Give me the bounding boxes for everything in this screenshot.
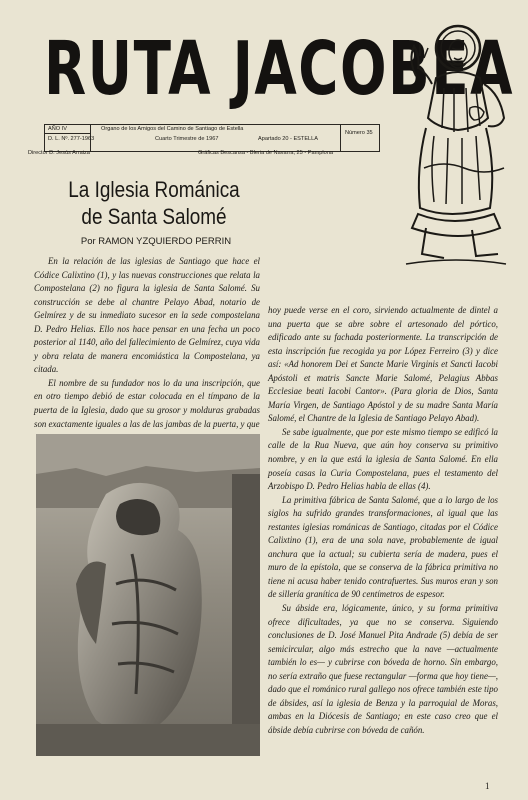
organ-line: Organo de los Amigos del Camino de Santiago de Estella — [101, 126, 244, 132]
article-column-right — [268, 304, 498, 738]
printer-line: Gráficas Bescansa - Bleria de Navarra, 25 - Pamplona — [198, 150, 333, 156]
page-number: 1 — [485, 781, 490, 791]
article-title-line-2: de Santa Salomé — [81, 204, 227, 229]
masthead-title: RUTA JACOBEA — [44, 26, 514, 112]
article-column-left — [34, 255, 260, 431]
article-byline: Por RAMON YZQUIERDO PERRIN — [80, 236, 232, 247]
saint-james-illustration — [396, 18, 514, 266]
paragraph: El nombre de su fundador nos lo da una inscripción, que en otro tiempo debió de estar colocada en el tímpano de la puerta de la Iglesia, dado que su grosor y molduras grabadas son exactamente iguales a las de las jambas de la puerta, y que — [34, 377, 260, 429]
paragraph: hoy puede verse en el coro, sirviendo actualmente de dintel a una puerta que se abre sobre el artesonado del pórtico, edificado ante su fachada posteriormente. La transcripción de esta inscripción fue recogida ya por López Ferreiro (3) y dice así: «Ad honorem Dei et Sancte Marie Virginis et Sancti Iacobi Apóstoli et matris Sancte Marie Salomé, Pelagius Abbas Ecclesiae beati Iacobi Cantor». (Para gloria de Dios, Santa María Virgen, de Santiago Apóstol y de su madre Santa María Salomé, el Chantre de la Iglesia de Santiago Pelayo Abad). — [268, 305, 498, 424]
masthead-info-box — [44, 124, 380, 152]
article-title-line-1: La Iglesia Románica — [68, 177, 240, 202]
quarter-line: Cuarto Trimestre de 1967 — [155, 136, 219, 142]
po-box-line: Apartado 20 - ESTELLA — [258, 136, 319, 142]
issue-year: AÑO IV — [48, 126, 67, 132]
paragraph: La primitiva fábrica de Santa Salomé, que a lo largo de los siglos ha sufrido grandes transformaciones, al igual que las restantes iglesias románicas de Santiago, citadas por el Códice Calixtino (1), era de una sola nave, probablemente de igual anchura que la actual; su cubierta sería de madera, pues el muro de la epístola, que se conserva de la fábrica primitiva no tiene ni acusa haber tenido contrafuertes. Sus muros eran y son de sillería granítica de 90 centímetros de espesor. — [268, 494, 498, 600]
photo-image — [36, 434, 260, 756]
legal-deposit: D. L. Nº. 277-1963 — [48, 136, 95, 142]
director-line: Director D. Jesús Arraiza — [28, 150, 90, 156]
church-sculpture-photo — [36, 434, 260, 756]
paragraph: Se sabe igualmente, que por este mismo tiempo se edificó la calle de la Rua Nueva, que aún hoy conserva su primitivo nombre, y en la que está la iglesia de Santa Salomé. En ella poseía casas la Curia Compostelana, pues el testamento del Arzobispo D. Pedro Helias habla de ellas (4). — [268, 426, 498, 492]
paragraph: Su ábside era, lógicamente, único, y su forma primitiva ofrece dificultades, ya que no se conserva. Siguiendo conclusiones de D. José Manuel Pita Andrade (5) debía de ser semicircular, algo más estrecho que la nave —actualmente también lo es— y cubrirse con bóveda de horno. Sin embargo, no sería extraño que fuese rectangular —forma que hoy tiene—, dado que el románico rural gallego nos ofrece también este tipo de ábsides, así la iglesia de Benza y la parroquial de Moras, ambas en la Diócesis de Santiago; en este caso creo que el ábside debía cubrirse con bóveda de cañón. — [268, 603, 498, 735]
issue-number: Número 35 — [345, 130, 373, 136]
paragraph: En la relación de las iglesias de Santiago que hace el Códice Calixtino (1), y las nuevas construcciones que relata la Compostelana (2) no figura la iglesia de Santa Salomé. Su construcción se debe al chantre Pelayo Abad, notario de Gelmírez y de su inmediato sucesor en la sede compostelana D. Pedro Helias. Ello nos hace pensar en una fecha un poco posterior al 1140, año del fallecimiento de Gelmírez, cuya vida y obra relata de manera encomiástica la Compostelana, ya citada. — [34, 256, 260, 375]
